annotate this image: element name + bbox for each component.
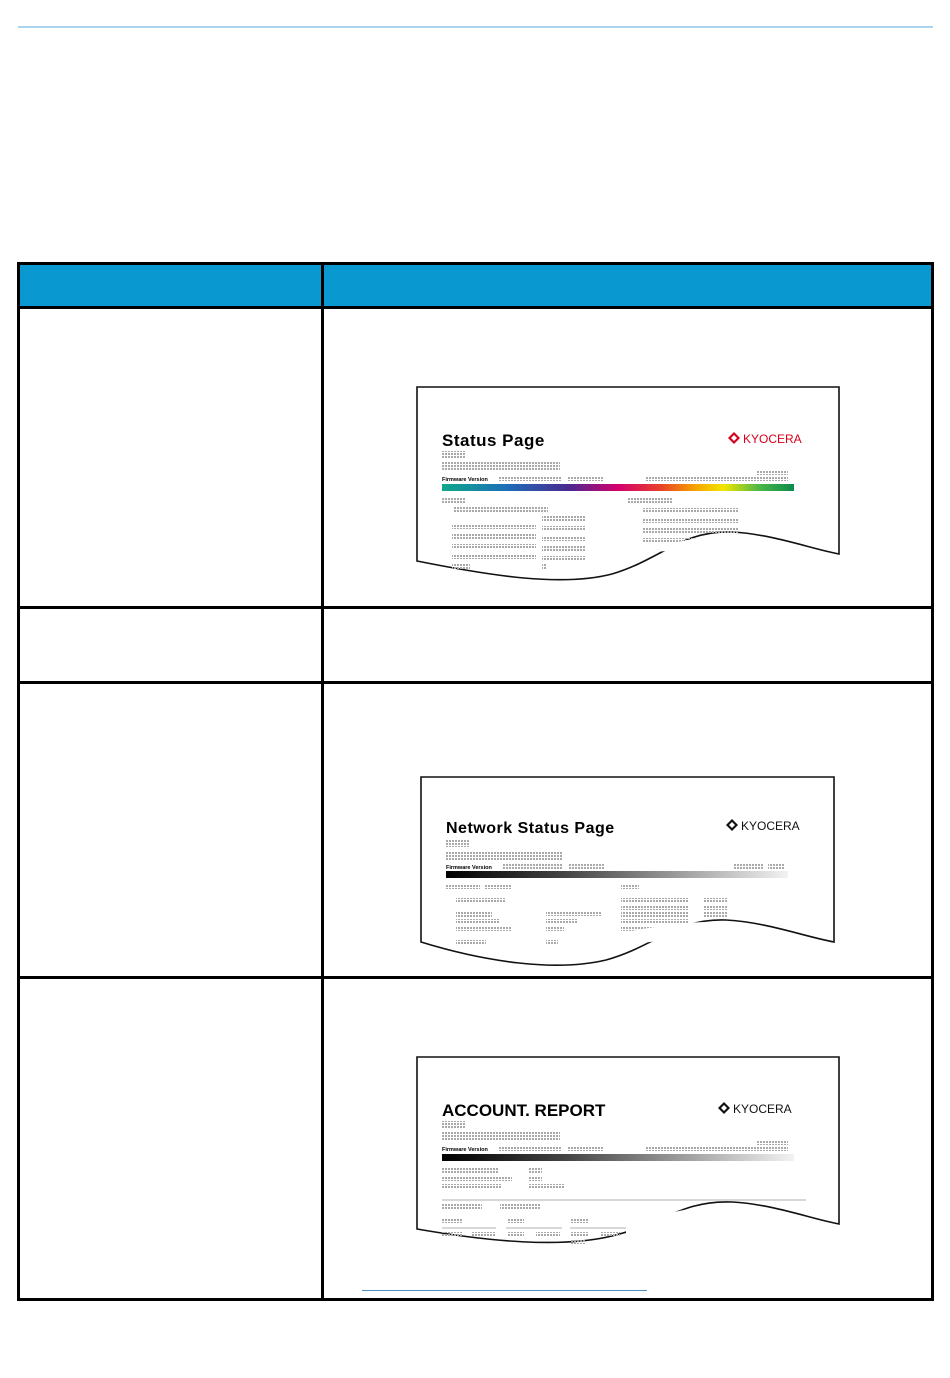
account-report-illustration	[412, 1054, 844, 1250]
account-report-title: ACCOUNT. REPORT	[442, 1101, 606, 1120]
network-status-page-illustration	[416, 774, 840, 970]
top-rule	[18, 26, 933, 28]
paper-outline	[417, 387, 839, 580]
grayscale-bar	[446, 871, 788, 878]
table-row-2-col-1	[17, 609, 321, 681]
kyocera-wordmark: KYOCERA	[741, 819, 800, 833]
firmware-label: Firmware Version	[442, 477, 488, 483]
table-row-4-col-1	[17, 979, 321, 1298]
grayscale-bar	[442, 1154, 794, 1161]
kyocera-wordmark: KYOCERA	[743, 432, 802, 446]
link-underline[interactable]	[362, 1290, 647, 1291]
kyocera-wordmark: KYOCERA	[733, 1102, 792, 1116]
header-col-2	[323, 262, 934, 308]
status-page-illustration	[412, 384, 844, 584]
network-status-page-title: Network Status Page	[446, 820, 615, 837]
header-col-1	[17, 262, 323, 308]
table-header	[17, 262, 934, 308]
color-bar	[442, 484, 794, 491]
table-row-2-col-2	[324, 609, 934, 681]
firmware-label: Firmware Version	[446, 865, 492, 871]
firmware-label: Firmware Version	[442, 1147, 488, 1153]
table-row-1-col-1	[17, 309, 321, 606]
table-row-3-col-1	[17, 684, 321, 976]
status-page-title: Status Page	[442, 431, 545, 450]
